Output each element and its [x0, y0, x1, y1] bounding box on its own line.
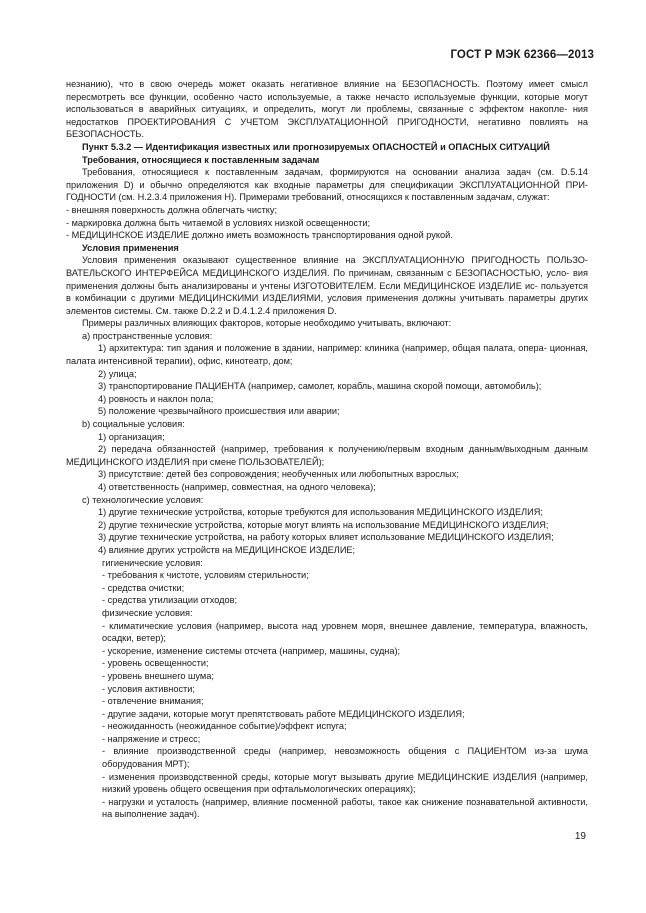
task-paragraph	[66, 166, 588, 204]
list-item: 4) влияние других устройств на МЕДИЦИНСКОЕ ИЗДЕЛИЕ;	[98, 544, 356, 555]
list-item: - уровень освещенности;	[102, 658, 209, 669]
page-number: 19	[574, 831, 586, 842]
list-item: - средства очистки;	[102, 582, 185, 593]
text-line: Условия применения оказывают существенное влияние на ЭКСПЛУАТАЦИОННУЮ ПРИГОДНОСТЬ ПОЛЬЗО-	[82, 255, 588, 266]
clause-heading: Пункт 5.3.2 — Идентификация известных или прогнозируемых ОПАСНОСТЕЙ и ОПАСНЫХ СИТУАЦИЙ	[82, 141, 550, 152]
list-item: 2) другие технические устройства, которые могут влиять на использование МЕДИЦИНСКОГО ИЗДЕЛИЯ;	[98, 519, 549, 530]
list-item: 4) ровность и наклон пола;	[98, 393, 214, 404]
text-line: - климатические условия (например, высота над уровнем моря, внешнее давление, температура,	[102, 620, 537, 631]
list-item: 1) другие технические устройства, которые требуются для использования МЕДИЦИНСКОГО ИЗДЕЛИЯ;	[98, 507, 543, 518]
text-line: 1) архитектура: тип здания и положение в здании, например: клиника (например, общая палата, опера-	[98, 343, 547, 354]
examples-intro: Примеры различных влияющих факторов, которые необходимо учитывать, включают:	[82, 318, 452, 329]
hygiene-title: гигиенические условия:	[102, 557, 203, 568]
text-line: 2) передача обязанностей (например, требования к получению/первым входным данным/выходным	[98, 444, 550, 455]
text-line: влажность, осадки, ветер);	[102, 620, 588, 644]
list-item: - средства утилизации отходов;	[102, 595, 238, 606]
list-item: 3) транспортирование ПАЦИЕНТА (например, самолет, корабль, машина скорой помощи, автомобиль);	[98, 381, 542, 392]
intro-paragraph	[66, 78, 588, 141]
list-item: - отвлечение внимания;	[102, 696, 204, 707]
text-line: пересмотреть все функции, особенно часто используемые, а также нечасто используемые функции, которые	[66, 91, 560, 102]
list-item: - неожиданность (неожиданное событие)/эффект испуга;	[102, 721, 347, 732]
text-line: ния недостатков ПРОЕКТИРОВАНИЯ С УЧЕТОМ ЭКСПЛУАТАЦИОННОЙ ПРИГОДНОСТИ, негативно повлиять на	[66, 104, 588, 127]
text-line: БЕЗОПАСНОСТЬ.	[66, 129, 145, 140]
text-line: ГОДНОСТИ (см. Н.2.3.4 приложения Н). Примерами требований, относящихся к поставленным задачам, служат:	[66, 192, 550, 203]
list-item: - МЕДИЦИНСКОЕ ИЗДЕЛИЕ должно иметь возможность транспортирования одной рукой.	[66, 230, 453, 241]
list-item	[66, 771, 588, 796]
task-heading: Требования, относящиеся к поставленным задачам	[82, 154, 320, 165]
list-item: 3) другие технические устройства, на работу которых влияет использование МЕДИЦИНСКОГО ИЗДЕЛИЯ;	[98, 532, 554, 543]
text-line: данным МЕДИЦИНСКОГО ИЗДЕЛИЯ при смене ПОЛЬЗОВАТЕЛЕЙ);	[66, 444, 588, 467]
text-line: - нагрузки и усталость (например, влияние посменной работы, такое как снижение познавательной	[102, 796, 535, 807]
text-line: незнанию), что в свою очередь может оказать негативное влияние на БЕЗОПАСНОСТЬ. Поэтому имеет смысл	[66, 79, 588, 89]
text-line: ВАТЕЛЬСКОГО ИНТЕРФЕЙСА МЕДИЦИНСКОГО ИЗДЕЛИЯ. По причинам, связанным с БЕЗОПАСНОСТЬЮ, усло-	[66, 267, 570, 278]
text-line: могут использоваться в аварийных ситуациях, и определить, могут ли проблемы, связанные с эффектом накопле-	[66, 91, 588, 115]
list-item: - внешняя поверхность должна облегчать чистку;	[66, 204, 278, 215]
text-line: (например, низкий уровень общего освещения при офтальмологических операциях);	[102, 771, 588, 795]
conditions-paragraph	[66, 254, 588, 317]
text-line: активности, на выполнение задач).	[102, 796, 588, 820]
section-c-title: с) технологические условия:	[82, 494, 204, 505]
list-item: - требования к чистоте, условиям стерильности;	[102, 570, 309, 581]
text-line: - влияние производственной среды (например, невозможность общения с ПАЦИЕНТОМ из-за шума	[102, 746, 588, 757]
text-line: - изменения производственной среды, которые могут вызывать другие МЕДИЦИНСКИЕ ИЗДЕЛИЯ	[102, 771, 537, 782]
list-item: 5) положение чрезвычайного происшествия или аварии;	[98, 406, 340, 417]
text-line: приложения D) и обычно определяются как входные параметры для спецификации ЭКСПЛУАТАЦИОННОЙ ПРИ-	[66, 179, 588, 190]
conditions-heading: Условия применения	[82, 242, 179, 253]
list-item	[66, 796, 588, 821]
list-item: - другие задачи, которые могут препятствовать работе МЕДИЦИНСКОГО ИЗДЕЛИЯ;	[102, 708, 465, 719]
list-item: - маркировка должна быть читаемой в условиях низкой освещенности;	[66, 217, 371, 228]
text-line: оборудования МРТ);	[102, 759, 190, 770]
list-item: - условия активности;	[102, 683, 195, 694]
list-item	[66, 342, 588, 367]
list-item	[66, 443, 588, 468]
list-item: 3) присутствие: детей без сопровождения; необученных или любопытных взрослых;	[98, 469, 459, 480]
standard-header: ГОСТ Р МЭК 62366—2013	[450, 49, 594, 61]
list-item	[66, 620, 588, 645]
section-b-title: b) социальные условия:	[82, 419, 185, 430]
text-line: ционная, палата интенсивной терапии), офис, кинотеатр, дом;	[66, 343, 588, 367]
list-item: 2) улица;	[98, 368, 137, 379]
section-a-title: а) пространственные условия:	[82, 330, 213, 341]
list-item: - уровень внешнего шума;	[102, 670, 214, 681]
text-line: вия применения должны быть анализированы и учтены ИЗГОТОВИТЕЛЕМ. Если МЕДИЦИНСКОЕ ИЗДЕЛИЕ ис-	[66, 267, 588, 291]
document-body	[66, 78, 588, 821]
text-line: Требования, относящиеся к поставленным задачам, формируются на основании анализа задач (см. D.5.14	[82, 167, 588, 178]
text-line: параметры других элементов системы. См. также D.2.2 и D.4.1.2.4 приложения D.	[66, 293, 589, 316]
physical-title: физические условия:	[102, 607, 193, 618]
list-item: 4) ответственность (например, совместная, на одного человека);	[98, 482, 376, 492]
list-item: - напряжение и стресс;	[102, 733, 201, 744]
list-item: 1) организация;	[98, 431, 165, 442]
text-line: пользуется в комбинации с другими МЕДИЦИНСКИМИ ИЗДЕЛИЯМИ, условия применения должны учитывать	[66, 280, 588, 304]
list-item: - ускорение, изменение системы отсчета (например, машины, судна);	[102, 645, 401, 656]
list-item	[66, 745, 588, 770]
